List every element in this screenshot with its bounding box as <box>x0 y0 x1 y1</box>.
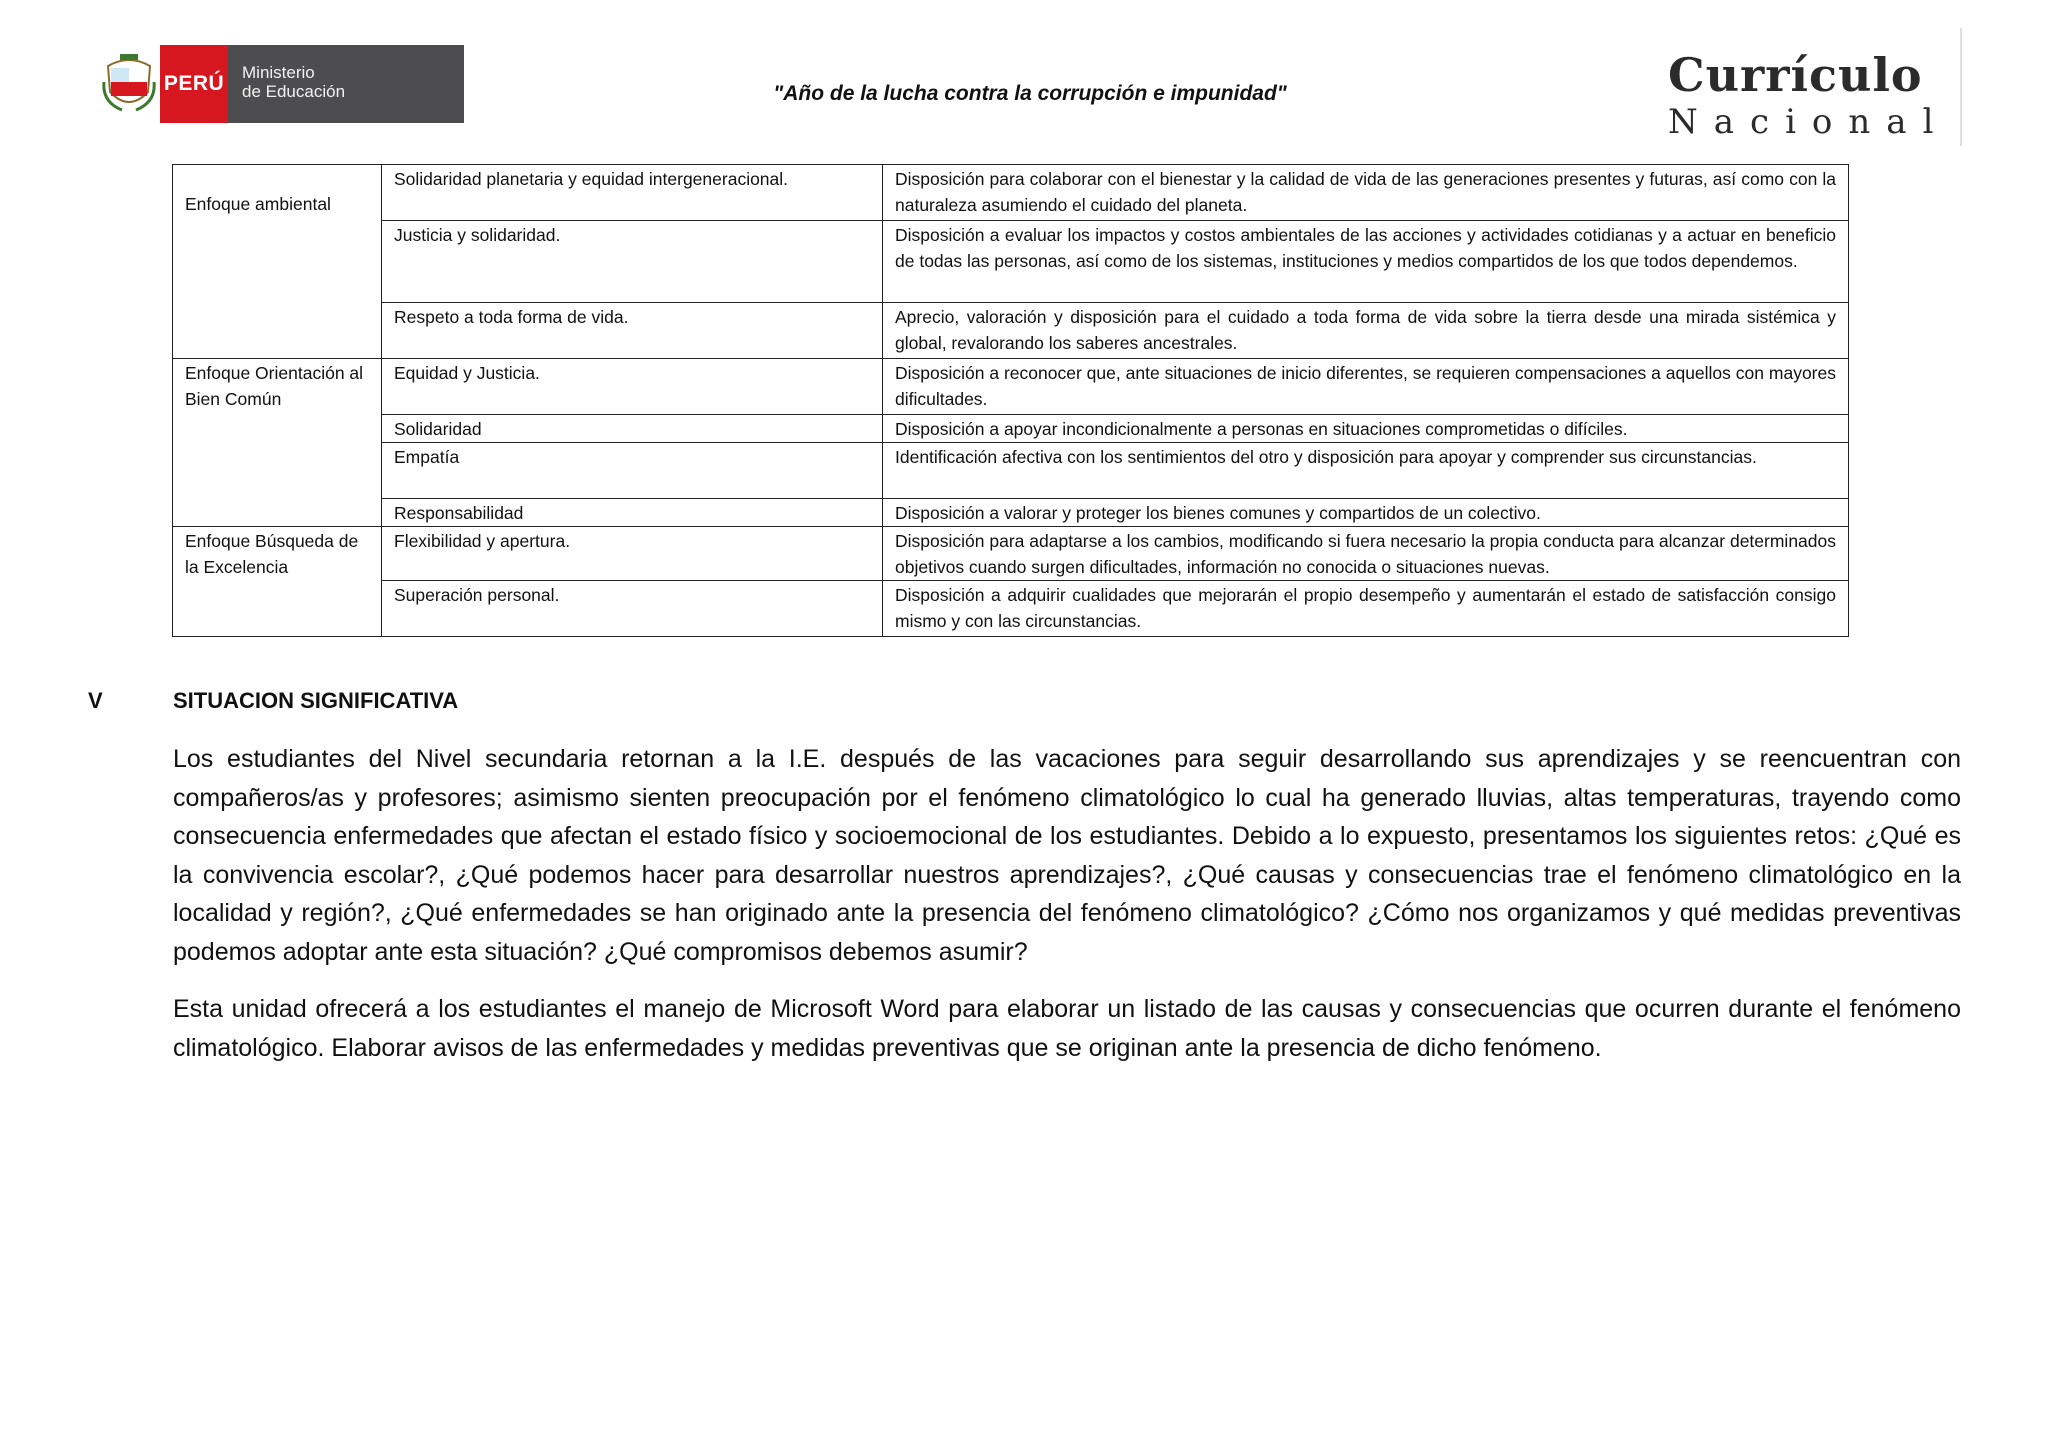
valor-cell: Empatía <box>382 443 883 499</box>
valor-cell: Responsabilidad <box>382 499 883 527</box>
descripcion-cell: Identificación afectiva con los sentimientos del otro y disposición para apoyar y comprender sus circunstancias. <box>883 443 1849 499</box>
valor-cell: Flexibilidad y apertura. <box>382 527 883 581</box>
ministerio-educacion-logo <box>98 45 464 123</box>
table-row <box>173 581 1849 637</box>
brand-line-1: Currículo <box>1668 48 1923 102</box>
peru-label: PERÚ <box>160 45 228 123</box>
valor-cell: Respeto a toda forma de vida. <box>382 303 883 359</box>
descripcion-cell: Disposición a reconocer que, ante situaciones de inicio diferentes, se requieren compensaciones a aquellos con mayores dificultades. <box>883 359 1849 415</box>
year-motto: "Año de la lucha contra la corrupción e impunidad" <box>773 82 1287 105</box>
section-paragraph-2: Esta unidad ofrecerá a los estudiantes el manejo de Microsoft Word para elaborar un listado de las causas y consecuencias que ocurren durante el fenómeno climatológico. Elaborar avisos de las enfermedades y medidas preventivas que se originan ante la presencia de dicho fenómeno. <box>173 995 1961 1062</box>
table-row <box>173 415 1849 443</box>
descripcion-cell: Disposición para colaborar con el bienestar y la calidad de vida de las generaciones presentes y futuras, así como con la naturaleza asumiendo el cuidado del planeta. <box>883 165 1849 221</box>
descripcion-cell: Aprecio, valoración y disposición para el cuidado a toda forma de vida sobre la tierra desde una mirada sistémica y global, revalorando los saberes ancestrales. <box>883 303 1849 359</box>
ministry-line-1: Ministerio <box>242 63 315 82</box>
valor-cell: Solidaridad <box>382 415 883 443</box>
ministry-line-2: de Educación <box>242 82 346 101</box>
section-number: V <box>88 688 103 713</box>
descripcion-cell: Disposición a evaluar los impactos y costos ambientales de las acciones y actividades cotidianas y a actuar en beneficio de todas las personas, así como de los sistemas, instituciones y medios compartidos de los que todos dependemos. <box>883 221 1849 303</box>
table-row <box>173 303 1849 359</box>
peru-coat-of-arms-icon <box>98 45 160 123</box>
table-row <box>173 527 1849 581</box>
table-row <box>173 359 1849 415</box>
section-title: SITUACION SIGNIFICATIVA <box>173 688 459 713</box>
table-row <box>173 165 1849 221</box>
enfoque-cell: Enfoque Orientación al Bien Común <box>173 359 382 527</box>
enfoques-table <box>172 164 1849 637</box>
valor-cell: Superación personal. <box>382 581 883 637</box>
enfoque-cell: Enfoque ambiental <box>173 165 382 359</box>
enfoque-cell: Enfoque Búsqueda de la Excelencia <box>173 527 382 637</box>
descripcion-cell: Disposición para adaptarse a los cambios, modificando si fuera necesario la propia conducta para alcanzar determinados objetivos cuando surgen dificultades, información no conocida o situaciones nuevas. <box>883 527 1849 581</box>
table-row <box>173 443 1849 499</box>
brand-line-2: Nacional <box>1668 102 1950 142</box>
descripcion-cell: Disposición a valorar y proteger los bienes comunes y compartidos de un colectivo. <box>883 499 1849 527</box>
table-row <box>173 221 1849 303</box>
valor-cell: Justicia y solidaridad. <box>382 221 883 303</box>
descripcion-cell: Disposición a adquirir cualidades que mejorarán el propio desempeño y aumentarán el estado de satisfacción consigo mismo y con las circunstancias. <box>883 581 1849 637</box>
valor-cell: Solidaridad planetaria y equidad intergeneracional. <box>382 165 883 221</box>
table-row <box>173 499 1849 527</box>
valor-cell: Equidad y Justicia. <box>382 359 883 415</box>
logo-divider <box>1960 28 1962 146</box>
descripcion-cell: Disposición a apoyar incondicionalmente a personas en situaciones comprometidas o difíciles. <box>883 415 1849 443</box>
ministry-name <box>228 45 464 123</box>
curriculo-nacional-logo <box>1644 28 1960 146</box>
section-paragraph-1: Los estudiantes del Nivel secundaria retornan a la I.E. después de las vacaciones para seguir desarrollando sus aprendizajes y se reencuentran con compañeros/as y profesores; asimismo sienten preocupación por el fenómeno climatológico lo cual ha generado lluvias, altas temperaturas, trayendo como consecuencia enfermedades que afectan el estado físico y socioemocional de los estudiantes. Debido a lo expuesto, presentamos los siguientes retos: ¿Qué es la convivencia escolar?, ¿Qué podemos hacer para desarrollar nuestros aprendizajes?, ¿Qué causas y consecuencias trae el fenómeno climatológico en la localidad y región?, ¿Qué enfermedades se han originado ante la presencia del fenómeno climatológico? ¿Cómo nos organizamos y qué medidas preventivas podemos adoptar ante esta situación? ¿Qué compromisos debemos asumir? <box>173 745 1961 966</box>
